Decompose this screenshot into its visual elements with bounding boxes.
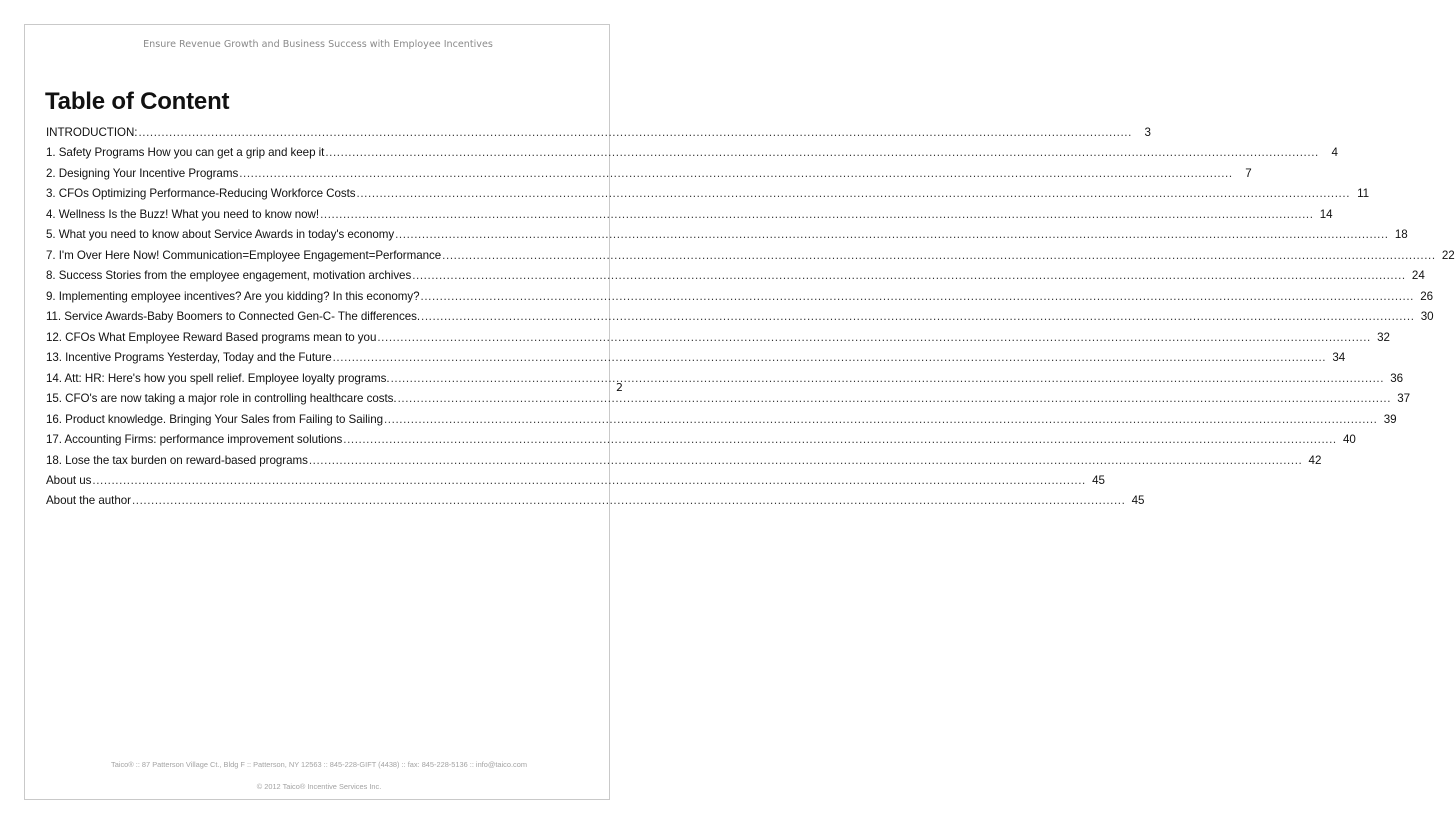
toc-entry[interactable] [46, 453, 1322, 474]
toc-entry-page[interactable]: 32 [1377, 330, 1390, 344]
table-of-contents [46, 126, 1455, 515]
toc-entry[interactable] [46, 146, 1338, 166]
toc-entry[interactable] [46, 412, 1397, 433]
toc-entry-title[interactable]: 11. Service Awards-Baby Boomers to Connected Gen-C- The differences. [46, 310, 421, 324]
toc-entry-page[interactable]: 37 [1397, 392, 1411, 406]
toc-entry-title[interactable]: 2. Designing Your Incentive Programs [46, 166, 239, 180]
toc-entry[interactable] [46, 207, 1333, 228]
toc-entry-title[interactable]: INTRODUCTION: [46, 126, 138, 139]
toc-entry-title[interactable]: 4. Wellness Is the Buzz! What you need to know now! [46, 207, 320, 221]
toc-entry-title[interactable]: 16. Product knowledge. Bringing Your Sales from Failing to Sailing [46, 412, 383, 426]
toc-entry[interactable] [46, 351, 1346, 371]
toc-dot-leader: .................................................................................................................................................................................................................................................................... [390, 371, 1385, 385]
toc-entry-page[interactable]: 39 [1383, 412, 1397, 426]
toc-entry-page[interactable]: 24 [1411, 269, 1425, 283]
toc-dot-leader: .................................................................................................................................................................................................................................................................... [131, 494, 1126, 508]
toc-dot-leader: .................................................................................................................................................................................................................................................................... [442, 248, 1436, 262]
toc-entry[interactable] [46, 330, 1390, 351]
toc-entry-title[interactable]: 13. Incentive Programs Yesterday, Today and the Future [46, 351, 332, 365]
toc-dot-leader: .................................................................................................................................................................................................................................................................... [325, 146, 1319, 160]
toc-entry-title[interactable]: 5. What you need to know about Service Awards in today's economy [46, 228, 395, 242]
toc-entry-title[interactable]: 1. Safety Programs How you can get a grip and keep it [46, 146, 325, 160]
toc-entry-page[interactable]: 45 [1092, 473, 1105, 487]
toc-entry[interactable] [46, 473, 1105, 494]
toc-entry-page[interactable]: 4 [1331, 146, 1338, 160]
toc-dot-leader: .................................................................................................................................................................................................................................................................... [397, 392, 1392, 406]
toc-entry-page[interactable]: 7 [1245, 166, 1252, 180]
toc-entry-title[interactable]: 17. Accounting Firms: performance improvement solutions [46, 433, 343, 447]
toc-dot-leader: .................................................................................................................................................................................................................................................................... [377, 330, 1371, 344]
toc-entry-page[interactable]: 42 [1308, 453, 1322, 467]
toc-dot-leader: .................................................................................................................................................................................................................................................................... [239, 166, 1233, 180]
header-text: Ensure Revenue Growth and Business Success with Employee Incentives [143, 39, 493, 50]
footer-contact: Taico® :: 87 Patterson Village Ct., Bldg F :: Patterson, NY 12563 :: 845-228-GIFT (4438) :: fax: 845-228-5136 :: info@taico.com [111, 760, 527, 769]
toc-entry-title[interactable]: 15. CFO's are now taking a major role in controlling healthcare costs. [46, 392, 397, 406]
toc-dot-leader: .................................................................................................................................................................................................................................................................... [308, 453, 1303, 467]
page-number: 2 [616, 381, 623, 394]
toc-dot-leader: .................................................................................................................................................................................................................................................................... [332, 351, 1327, 365]
toc-dot-leader: .................................................................................................................................................................................................................................................................... [138, 126, 1132, 139]
toc-entry[interactable] [46, 187, 1370, 207]
toc-entry-page[interactable]: 11 [1357, 187, 1370, 201]
toc-dot-leader: .................................................................................................................................................................................................................................................................... [383, 412, 1378, 426]
toc-dot-leader: .................................................................................................................................................................................................................................................................... [320, 207, 1314, 221]
toc-entry-title[interactable]: 3. CFOs Optimizing Performance-Reducing Workforce Costs [46, 187, 356, 201]
toc-entry[interactable] [46, 310, 1434, 330]
toc-dot-leader: .................................................................................................................................................................................................................................................................... [412, 269, 1406, 283]
toc-entry-page[interactable]: 30 [1420, 310, 1434, 324]
toc-entry-page[interactable]: 45 [1131, 494, 1145, 508]
toc-entry[interactable] [46, 228, 1408, 248]
toc-entry[interactable] [46, 392, 1411, 412]
toc-entry[interactable] [46, 433, 1356, 453]
toc-entry-page[interactable]: 14 [1319, 207, 1333, 221]
toc-entry[interactable] [46, 126, 1151, 146]
toc-entry-title[interactable]: About the author [46, 494, 131, 508]
toc-entry-page[interactable]: 34 [1332, 351, 1346, 365]
toc-entry-title[interactable]: About us [46, 473, 92, 487]
toc-entry[interactable] [46, 289, 1434, 310]
toc-entry[interactable] [46, 494, 1145, 514]
toc-entry-page[interactable]: 26 [1420, 289, 1434, 303]
toc-dot-leader: .................................................................................................................................................................................................................................................................... [356, 187, 1351, 201]
toc-entry-page[interactable]: 18 [1394, 228, 1408, 242]
toc-entry-page[interactable]: 22 [1441, 248, 1455, 262]
toc-entry-title[interactable]: 7. I'm Over Here Now! Communication=Employee Engagement=Performance [46, 248, 442, 262]
toc-entry-title[interactable]: 18. Lose the tax burden on reward-based programs [46, 453, 308, 467]
toc-dot-leader: .................................................................................................................................................................................................................................................................... [343, 433, 1337, 447]
toc-entry[interactable] [46, 166, 1252, 187]
running-header [0, 39, 638, 50]
toc-entry-title[interactable]: 14. Att: HR: Here's how you spell relief. Employee loyalty programs. [46, 371, 390, 385]
toc-dot-leader: .................................................................................................................................................................................................................................................................... [420, 289, 1415, 303]
toc-entry[interactable] [46, 269, 1425, 289]
toc-dot-leader: .................................................................................................................................................................................................................................................................... [92, 473, 1086, 487]
page-title: Table of Content [45, 88, 230, 115]
toc-entry-title[interactable]: 12. CFOs What Employee Reward Based programs mean to you [46, 330, 377, 344]
toc-entry-page[interactable]: 3 [1144, 126, 1151, 139]
toc-dot-leader: .................................................................................................................................................................................................................................................................... [395, 228, 1389, 242]
toc-entry-title[interactable]: 9. Implementing employee incentives? Are you kidding? In this economy? [46, 289, 420, 303]
toc-entry[interactable] [46, 248, 1455, 269]
toc-entry-title[interactable]: 8. Success Stories from the employee engagement, motivation archives [46, 269, 412, 283]
footer-copyright: © 2012 Taico® Incentive Services Inc. [256, 782, 382, 791]
toc-dot-leader: .................................................................................................................................................................................................................................................................... [421, 310, 1415, 324]
toc-entry[interactable] [46, 371, 1404, 392]
toc-entry-page[interactable]: 36 [1390, 371, 1404, 385]
toc-entry-page[interactable]: 40 [1342, 433, 1356, 447]
